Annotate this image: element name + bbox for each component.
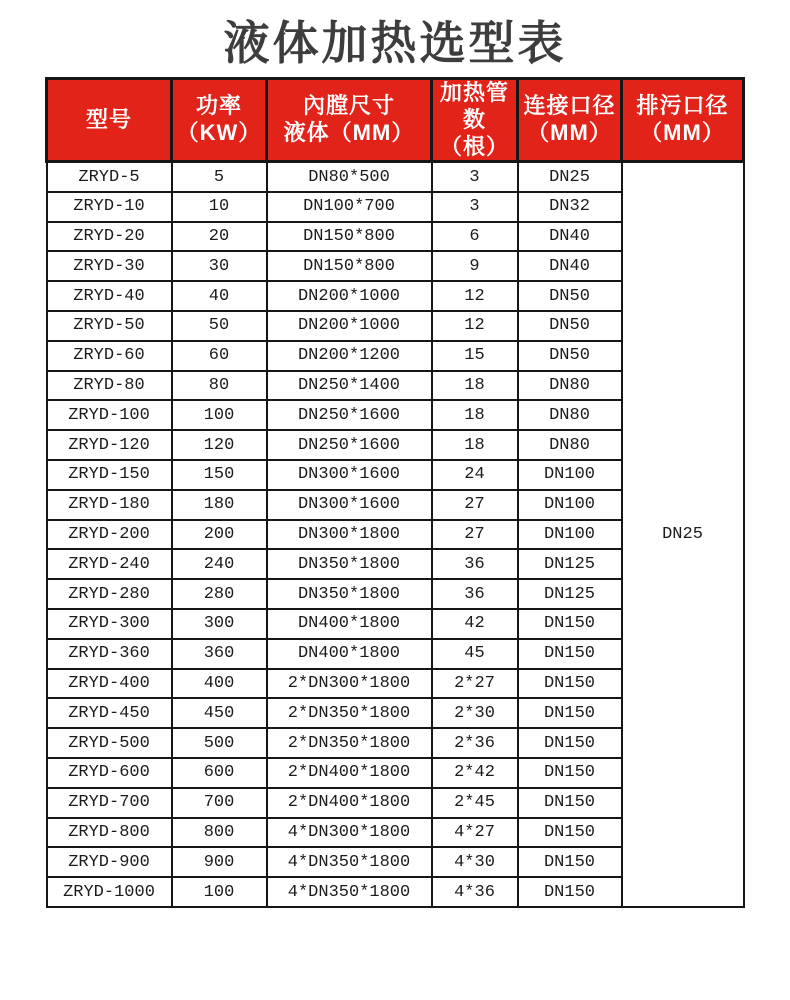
cell-model: ZRYD-400 — [47, 669, 172, 699]
cell-power-kw: 100 — [172, 877, 267, 907]
header-row — [47, 79, 744, 162]
header-drain-diameter-line1: 排污口径 — [636, 93, 729, 119]
cell-connection-diameter: DN125 — [518, 579, 622, 609]
header-connection-diameter-line1: 连接口径 — [523, 93, 616, 119]
cell-power-kw: 600 — [172, 758, 267, 788]
header-chamber-size-line1: 內膛尺寸 — [302, 93, 395, 119]
cell-chamber-size: 2*DN400*1800 — [267, 758, 432, 788]
cell-connection-diameter: DN150 — [518, 669, 622, 699]
header-power-line1: 功率 — [195, 93, 242, 119]
header-tube-count-line2: （根） — [439, 133, 509, 159]
header-model — [47, 79, 172, 162]
cell-model: ZRYD-500 — [47, 728, 172, 758]
cell-chamber-size: 4*DN300*1800 — [267, 818, 432, 848]
table-row — [47, 162, 744, 192]
cell-tube-count: 6 — [432, 222, 518, 252]
cell-tube-count: 4*27 — [432, 818, 518, 848]
cell-power-kw: 450 — [172, 698, 267, 728]
table-body — [47, 162, 744, 907]
cell-connection-diameter: DN80 — [518, 371, 622, 401]
cell-tube-count: 18 — [432, 430, 518, 460]
cell-connection-diameter: DN150 — [518, 639, 622, 669]
cell-tube-count: 12 — [432, 311, 518, 341]
header-drain-diameter — [622, 79, 744, 162]
cell-model: ZRYD-10 — [47, 192, 172, 222]
cell-tube-count: 2*45 — [432, 788, 518, 818]
cell-tube-count: 18 — [432, 400, 518, 430]
cell-model: ZRYD-180 — [47, 490, 172, 520]
cell-power-kw: 280 — [172, 579, 267, 609]
cell-model: ZRYD-800 — [47, 818, 172, 848]
cell-power-kw: 240 — [172, 549, 267, 579]
cell-model: ZRYD-150 — [47, 460, 172, 490]
cell-chamber-size: 2*DN350*1800 — [267, 728, 432, 758]
cell-tube-count: 9 — [432, 251, 518, 281]
header-tube-count-line1: 加热管数 — [439, 80, 509, 132]
cell-tube-count: 2*27 — [432, 669, 518, 699]
cell-connection-diameter: DN150 — [518, 818, 622, 848]
cell-tube-count: 2*36 — [432, 728, 518, 758]
cell-chamber-size: DN200*1000 — [267, 281, 432, 311]
cell-power-kw: 100 — [172, 400, 267, 430]
cell-chamber-size: DN80*500 — [267, 162, 432, 192]
cell-tube-count: 15 — [432, 341, 518, 371]
cell-chamber-size: DN300*1800 — [267, 520, 432, 550]
cell-tube-count: 24 — [432, 460, 518, 490]
cell-model: ZRYD-80 — [47, 371, 172, 401]
cell-connection-diameter: DN50 — [518, 341, 622, 371]
cell-power-kw: 300 — [172, 609, 267, 639]
cell-connection-diameter: DN100 — [518, 490, 622, 520]
cell-chamber-size: DN200*1200 — [267, 341, 432, 371]
cell-tube-count: 3 — [432, 192, 518, 222]
cell-chamber-size: DN300*1600 — [267, 490, 432, 520]
cell-connection-diameter: DN150 — [518, 788, 622, 818]
cell-chamber-size: 2*DN400*1800 — [267, 788, 432, 818]
cell-model: ZRYD-5 — [47, 162, 172, 192]
cell-chamber-size: DN250*1600 — [267, 400, 432, 430]
cell-chamber-size: 2*DN350*1800 — [267, 698, 432, 728]
header-power-line2: （KW） — [176, 120, 262, 146]
cell-chamber-size: 4*DN350*1800 — [267, 847, 432, 877]
cell-chamber-size: 4*DN350*1800 — [267, 877, 432, 907]
cell-model: ZRYD-360 — [47, 639, 172, 669]
cell-connection-diameter: DN40 — [518, 251, 622, 281]
cell-power-kw: 180 — [172, 490, 267, 520]
cell-model: ZRYD-50 — [47, 311, 172, 341]
cell-tube-count: 42 — [432, 609, 518, 639]
cell-power-kw: 10 — [172, 192, 267, 222]
cell-tube-count: 2*30 — [432, 698, 518, 728]
cell-model: ZRYD-200 — [47, 520, 172, 550]
cell-power-kw: 400 — [172, 669, 267, 699]
cell-tube-count: 27 — [432, 520, 518, 550]
cell-model: ZRYD-60 — [47, 341, 172, 371]
cell-tube-count: 36 — [432, 579, 518, 609]
cell-power-kw: 360 — [172, 639, 267, 669]
cell-tube-count: 18 — [432, 371, 518, 401]
cell-power-kw: 60 — [172, 341, 267, 371]
cell-power-kw: 5 — [172, 162, 267, 192]
header-chamber-size-line2: 液体（MM） — [283, 120, 415, 146]
cell-model: ZRYD-40 — [47, 281, 172, 311]
cell-connection-diameter: DN150 — [518, 758, 622, 788]
cell-model: ZRYD-700 — [47, 788, 172, 818]
cell-connection-diameter: DN25 — [518, 162, 622, 192]
cell-model: ZRYD-300 — [47, 609, 172, 639]
cell-model: ZRYD-1000 — [47, 877, 172, 907]
cell-connection-diameter: DN150 — [518, 728, 622, 758]
cell-tube-count: 36 — [432, 549, 518, 579]
cell-connection-diameter: DN32 — [518, 192, 622, 222]
cell-model: ZRYD-120 — [47, 430, 172, 460]
cell-chamber-size: DN150*800 — [267, 222, 432, 252]
cell-chamber-size: DN350*1800 — [267, 549, 432, 579]
cell-power-kw: 50 — [172, 311, 267, 341]
cell-model: ZRYD-900 — [47, 847, 172, 877]
cell-connection-diameter: DN40 — [518, 222, 622, 252]
cell-connection-diameter: DN150 — [518, 877, 622, 907]
cell-model: ZRYD-30 — [47, 251, 172, 281]
cell-power-kw: 20 — [172, 222, 267, 252]
cell-connection-diameter: DN125 — [518, 549, 622, 579]
header-power — [172, 79, 267, 162]
cell-power-kw: 80 — [172, 371, 267, 401]
cell-power-kw: 120 — [172, 430, 267, 460]
cell-connection-diameter: DN80 — [518, 400, 622, 430]
cell-power-kw: 800 — [172, 818, 267, 848]
page-title: 液体加热选型表 — [223, 17, 567, 69]
cell-tube-count: 4*30 — [432, 847, 518, 877]
cell-tube-count: 3 — [432, 162, 518, 192]
header-chamber-size — [267, 79, 432, 162]
cell-model: ZRYD-600 — [47, 758, 172, 788]
cell-chamber-size: DN200*1000 — [267, 311, 432, 341]
cell-tube-count: 4*36 — [432, 877, 518, 907]
cell-chamber-size: DN400*1800 — [267, 639, 432, 669]
cell-connection-diameter: DN100 — [518, 460, 622, 490]
cell-model: ZRYD-100 — [47, 400, 172, 430]
cell-connection-diameter: DN150 — [518, 847, 622, 877]
cell-chamber-size: DN350*1800 — [267, 579, 432, 609]
cell-connection-diameter: DN50 — [518, 311, 622, 341]
cell-chamber-size: DN250*1600 — [267, 430, 432, 460]
cell-chamber-size: DN300*1600 — [267, 460, 432, 490]
cell-power-kw: 30 — [172, 251, 267, 281]
cell-chamber-size: DN250*1400 — [267, 371, 432, 401]
header-connection-diameter-line2: （MM） — [527, 120, 612, 146]
table-header — [47, 79, 744, 162]
selection-table — [45, 77, 745, 908]
cell-power-kw: 150 — [172, 460, 267, 490]
cell-connection-diameter: DN150 — [518, 609, 622, 639]
cell-power-kw: 900 — [172, 847, 267, 877]
cell-chamber-size: DN400*1800 — [267, 609, 432, 639]
cell-tube-count: 12 — [432, 281, 518, 311]
cell-power-kw: 200 — [172, 520, 267, 550]
header-connection-diameter — [518, 79, 622, 162]
cell-connection-diameter: DN50 — [518, 281, 622, 311]
cell-model: ZRYD-280 — [47, 579, 172, 609]
cell-model: ZRYD-240 — [47, 549, 172, 579]
cell-connection-diameter: DN80 — [518, 430, 622, 460]
cell-tube-count: 2*42 — [432, 758, 518, 788]
cell-tube-count: 27 — [432, 490, 518, 520]
cell-tube-count: 45 — [432, 639, 518, 669]
cell-connection-diameter: DN100 — [518, 520, 622, 550]
cell-power-kw: 700 — [172, 788, 267, 818]
cell-chamber-size: DN100*700 — [267, 192, 432, 222]
cell-power-kw: 500 — [172, 728, 267, 758]
cell-model: ZRYD-450 — [47, 698, 172, 728]
cell-chamber-size: 2*DN300*1800 — [267, 669, 432, 699]
header-tube-count — [432, 79, 518, 162]
header-model-line1: 型号 — [85, 106, 132, 132]
header-drain-diameter-line2: （MM） — [640, 120, 725, 146]
cell-model: ZRYD-20 — [47, 222, 172, 252]
cell-drain-diameter-merged: DN25 — [622, 162, 744, 907]
cell-power-kw: 40 — [172, 281, 267, 311]
cell-connection-diameter: DN150 — [518, 698, 622, 728]
cell-chamber-size: DN150*800 — [267, 251, 432, 281]
